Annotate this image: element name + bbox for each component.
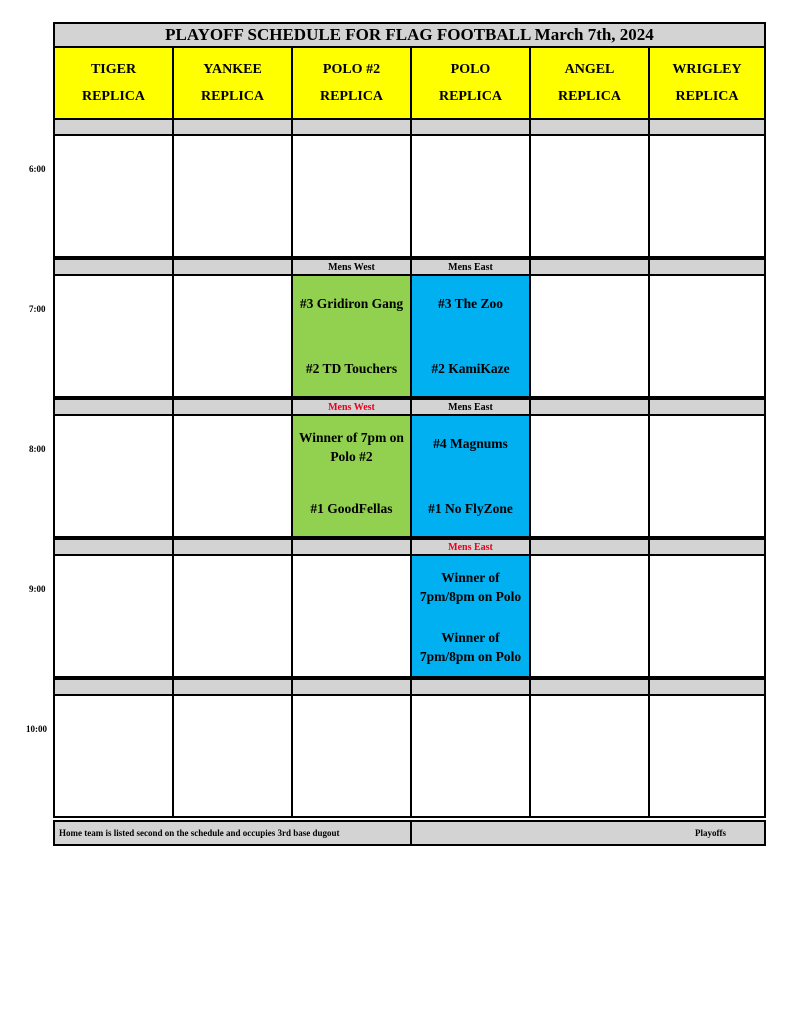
field-header-tiger <box>53 46 174 120</box>
slot-cell <box>529 274 650 398</box>
footer-playoffs-label: Playoffs <box>410 820 766 846</box>
field-header-yankee <box>172 46 293 120</box>
field-header-angel <box>529 46 650 120</box>
slot-cell <box>172 694 293 818</box>
slot-cell <box>648 694 766 818</box>
slot-cell <box>648 134 766 258</box>
game-cell-polo-9pm <box>410 554 531 678</box>
time-label-7: 7:00 <box>29 304 46 314</box>
slot-cell <box>172 414 293 538</box>
slot-cell <box>648 414 766 538</box>
game-cell-polo2-7pm <box>291 274 412 398</box>
away-team: #3 The Zoo <box>437 296 503 311</box>
home-team: #2 KamiKaze <box>431 361 510 376</box>
field-header-polo-2 <box>291 46 412 120</box>
slot-cell <box>529 134 650 258</box>
slot-cell <box>648 554 766 678</box>
slot-cell <box>53 554 174 678</box>
field-type: REPLICA <box>438 89 502 104</box>
field-name: POLO <box>450 62 491 77</box>
slot-cell <box>172 554 293 678</box>
schedule-title: PLAYOFF SCHEDULE FOR FLAG FOOTBALL March 7th, 2024 <box>53 22 766 48</box>
slot-cell <box>410 134 531 258</box>
field-name: YANKEE <box>203 62 262 77</box>
slot-cell <box>53 694 174 818</box>
home-team: #2 TD Touchers <box>305 361 398 376</box>
slot-cell <box>410 694 531 818</box>
slot-cell <box>529 554 650 678</box>
home-team: #1 No FlyZone <box>428 501 513 516</box>
game-cell-polo2-8pm <box>291 414 412 538</box>
footer-note: Home team is listed second on the schedule and occupies 3rd base dugout <box>53 820 412 846</box>
field-type: REPLICA <box>675 89 739 104</box>
field-type: REPLICA <box>319 89 383 104</box>
schedule-grid <box>53 22 766 846</box>
slot-cell <box>291 554 412 678</box>
division-label-mens-east-8: Mens East <box>410 398 531 416</box>
away-team: #3 Gridiron Gang <box>299 296 404 311</box>
home-team: Winner of 7pm/8pm on Polo <box>419 630 522 664</box>
slot-cell <box>172 274 293 398</box>
slot-cell <box>172 134 293 258</box>
field-type: REPLICA <box>557 89 621 104</box>
time-label-10: 10:00 <box>26 724 47 734</box>
game-cell-polo-7pm <box>410 274 531 398</box>
slot-cell <box>53 414 174 538</box>
division-label-mens-west-8: Mens West <box>291 398 412 416</box>
field-type: REPLICA <box>200 89 264 104</box>
field-name: TIGER <box>90 62 137 77</box>
slot-cell <box>648 274 766 398</box>
division-label-mens-east-9: Mens East <box>410 538 531 556</box>
division-label-mens-east-7: Mens East <box>410 258 531 276</box>
field-name: WRIGLEY <box>672 62 742 77</box>
slot-cell <box>291 134 412 258</box>
away-team: Winner of 7pm on Polo #2 <box>299 430 404 464</box>
time-label-8: 8:00 <box>29 444 46 454</box>
slot-cell <box>529 694 650 818</box>
home-team: #1 GoodFellas <box>310 501 393 516</box>
time-label-6: 6:00 <box>29 164 46 174</box>
away-team: #4 Magnums <box>433 436 508 451</box>
away-team: Winner of 7pm/8pm on Polo <box>419 570 522 604</box>
division-label-mens-west-7: Mens West <box>291 258 412 276</box>
field-header-polo <box>410 46 531 120</box>
field-name: POLO #2 <box>322 62 381 77</box>
time-label-9: 9:00 <box>29 584 46 594</box>
field-header-wrigley <box>648 46 766 120</box>
slot-cell <box>529 414 650 538</box>
field-type: REPLICA <box>81 89 145 104</box>
slot-cell <box>53 134 174 258</box>
field-name: ANGEL <box>564 62 615 77</box>
slot-cell <box>291 694 412 818</box>
game-cell-polo-8pm <box>410 414 531 538</box>
slot-cell <box>53 274 174 398</box>
